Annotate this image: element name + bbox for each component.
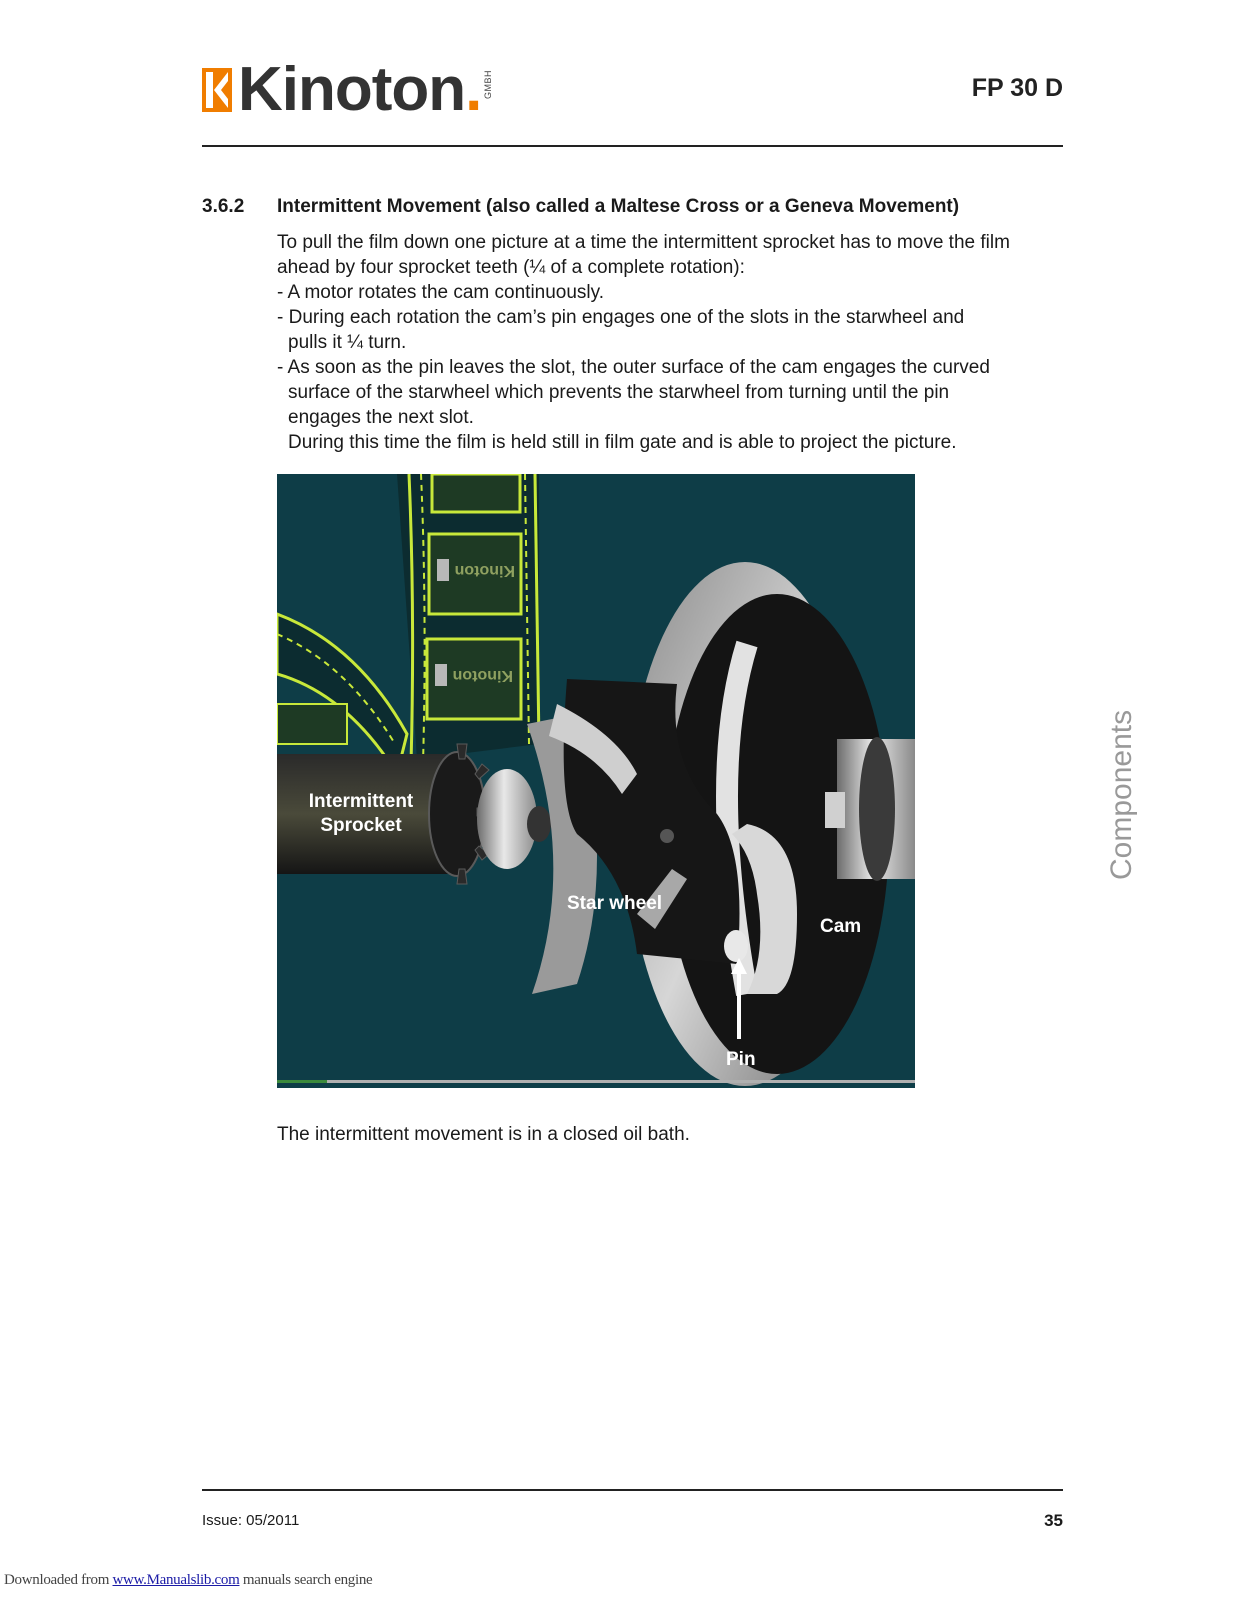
body-line: - As soon as the pin leaves the slot, the outer surface of the cam engages the curved [277, 357, 990, 378]
film-print-text: Kinoton [452, 667, 513, 684]
download-prefix: Downloaded from [4, 1572, 110, 1588]
label-pin: Pin [726, 1049, 756, 1070]
label-intermittent-sprocket [293, 790, 429, 838]
body-line: surface of the starwheel which prevents the starwheel from turning until the pin [288, 382, 950, 403]
film-strip [397, 474, 539, 764]
brand-name: Kinoton. [238, 55, 482, 124]
label-sprocket-line2: Sprocket [320, 815, 402, 836]
label-star-wheel: Star wheel [567, 893, 663, 914]
page-number: 35 [1044, 1511, 1063, 1530]
body-line: During this time the film is held still in film gate and is able to project the picture. [288, 432, 957, 453]
kinoton-logo [202, 55, 494, 124]
section-number: 3.6.2 [202, 196, 245, 217]
header-divider [202, 145, 1063, 147]
brand-suffix: GMBH [483, 70, 494, 99]
manualslib-link[interactable]: www.Manualslib.com [112, 1572, 240, 1588]
label-sprocket-line1: Intermittent [308, 791, 414, 812]
drive-shaft [825, 737, 915, 881]
section-title: Intermittent Movement (also called a Maltese Cross or a Geneva Movement) [277, 196, 960, 217]
issue-date: Issue: 05/2011 [202, 1512, 300, 1529]
model-name: FP 30 D [971, 74, 1063, 102]
body-line: pulls it ¼ turn. [288, 332, 407, 353]
kinoton-k-mark-icon [202, 68, 232, 112]
body-paragraph: To pull the film down one picture at a time the intermittent sprocket has to move the film ahead by four sprocket teeth (¼ of a complete rotation): [277, 232, 1010, 278]
intermittent-movement-illustration [277, 474, 915, 1088]
footer-divider [202, 1489, 1063, 1491]
download-suffix: manuals search engine [242, 1572, 373, 1588]
figure-caption: The intermittent movement is in a closed oil bath. [277, 1124, 690, 1145]
label-cam: Cam [820, 916, 862, 937]
body-line: - During each rotation the cam’s pin engages one of the slots in the starwheel and [277, 307, 965, 328]
download-notice [4, 1572, 372, 1589]
chapter-side-tab: Components [1105, 709, 1138, 880]
mechanism-drawing [277, 474, 915, 1088]
section-body [277, 230, 1067, 455]
cam-pin [724, 930, 748, 962]
body-line: engages the next slot. [288, 407, 474, 428]
film-print-text: Kinoton [454, 562, 515, 579]
body-line: - A motor rotates the cam continuously. [277, 282, 605, 303]
